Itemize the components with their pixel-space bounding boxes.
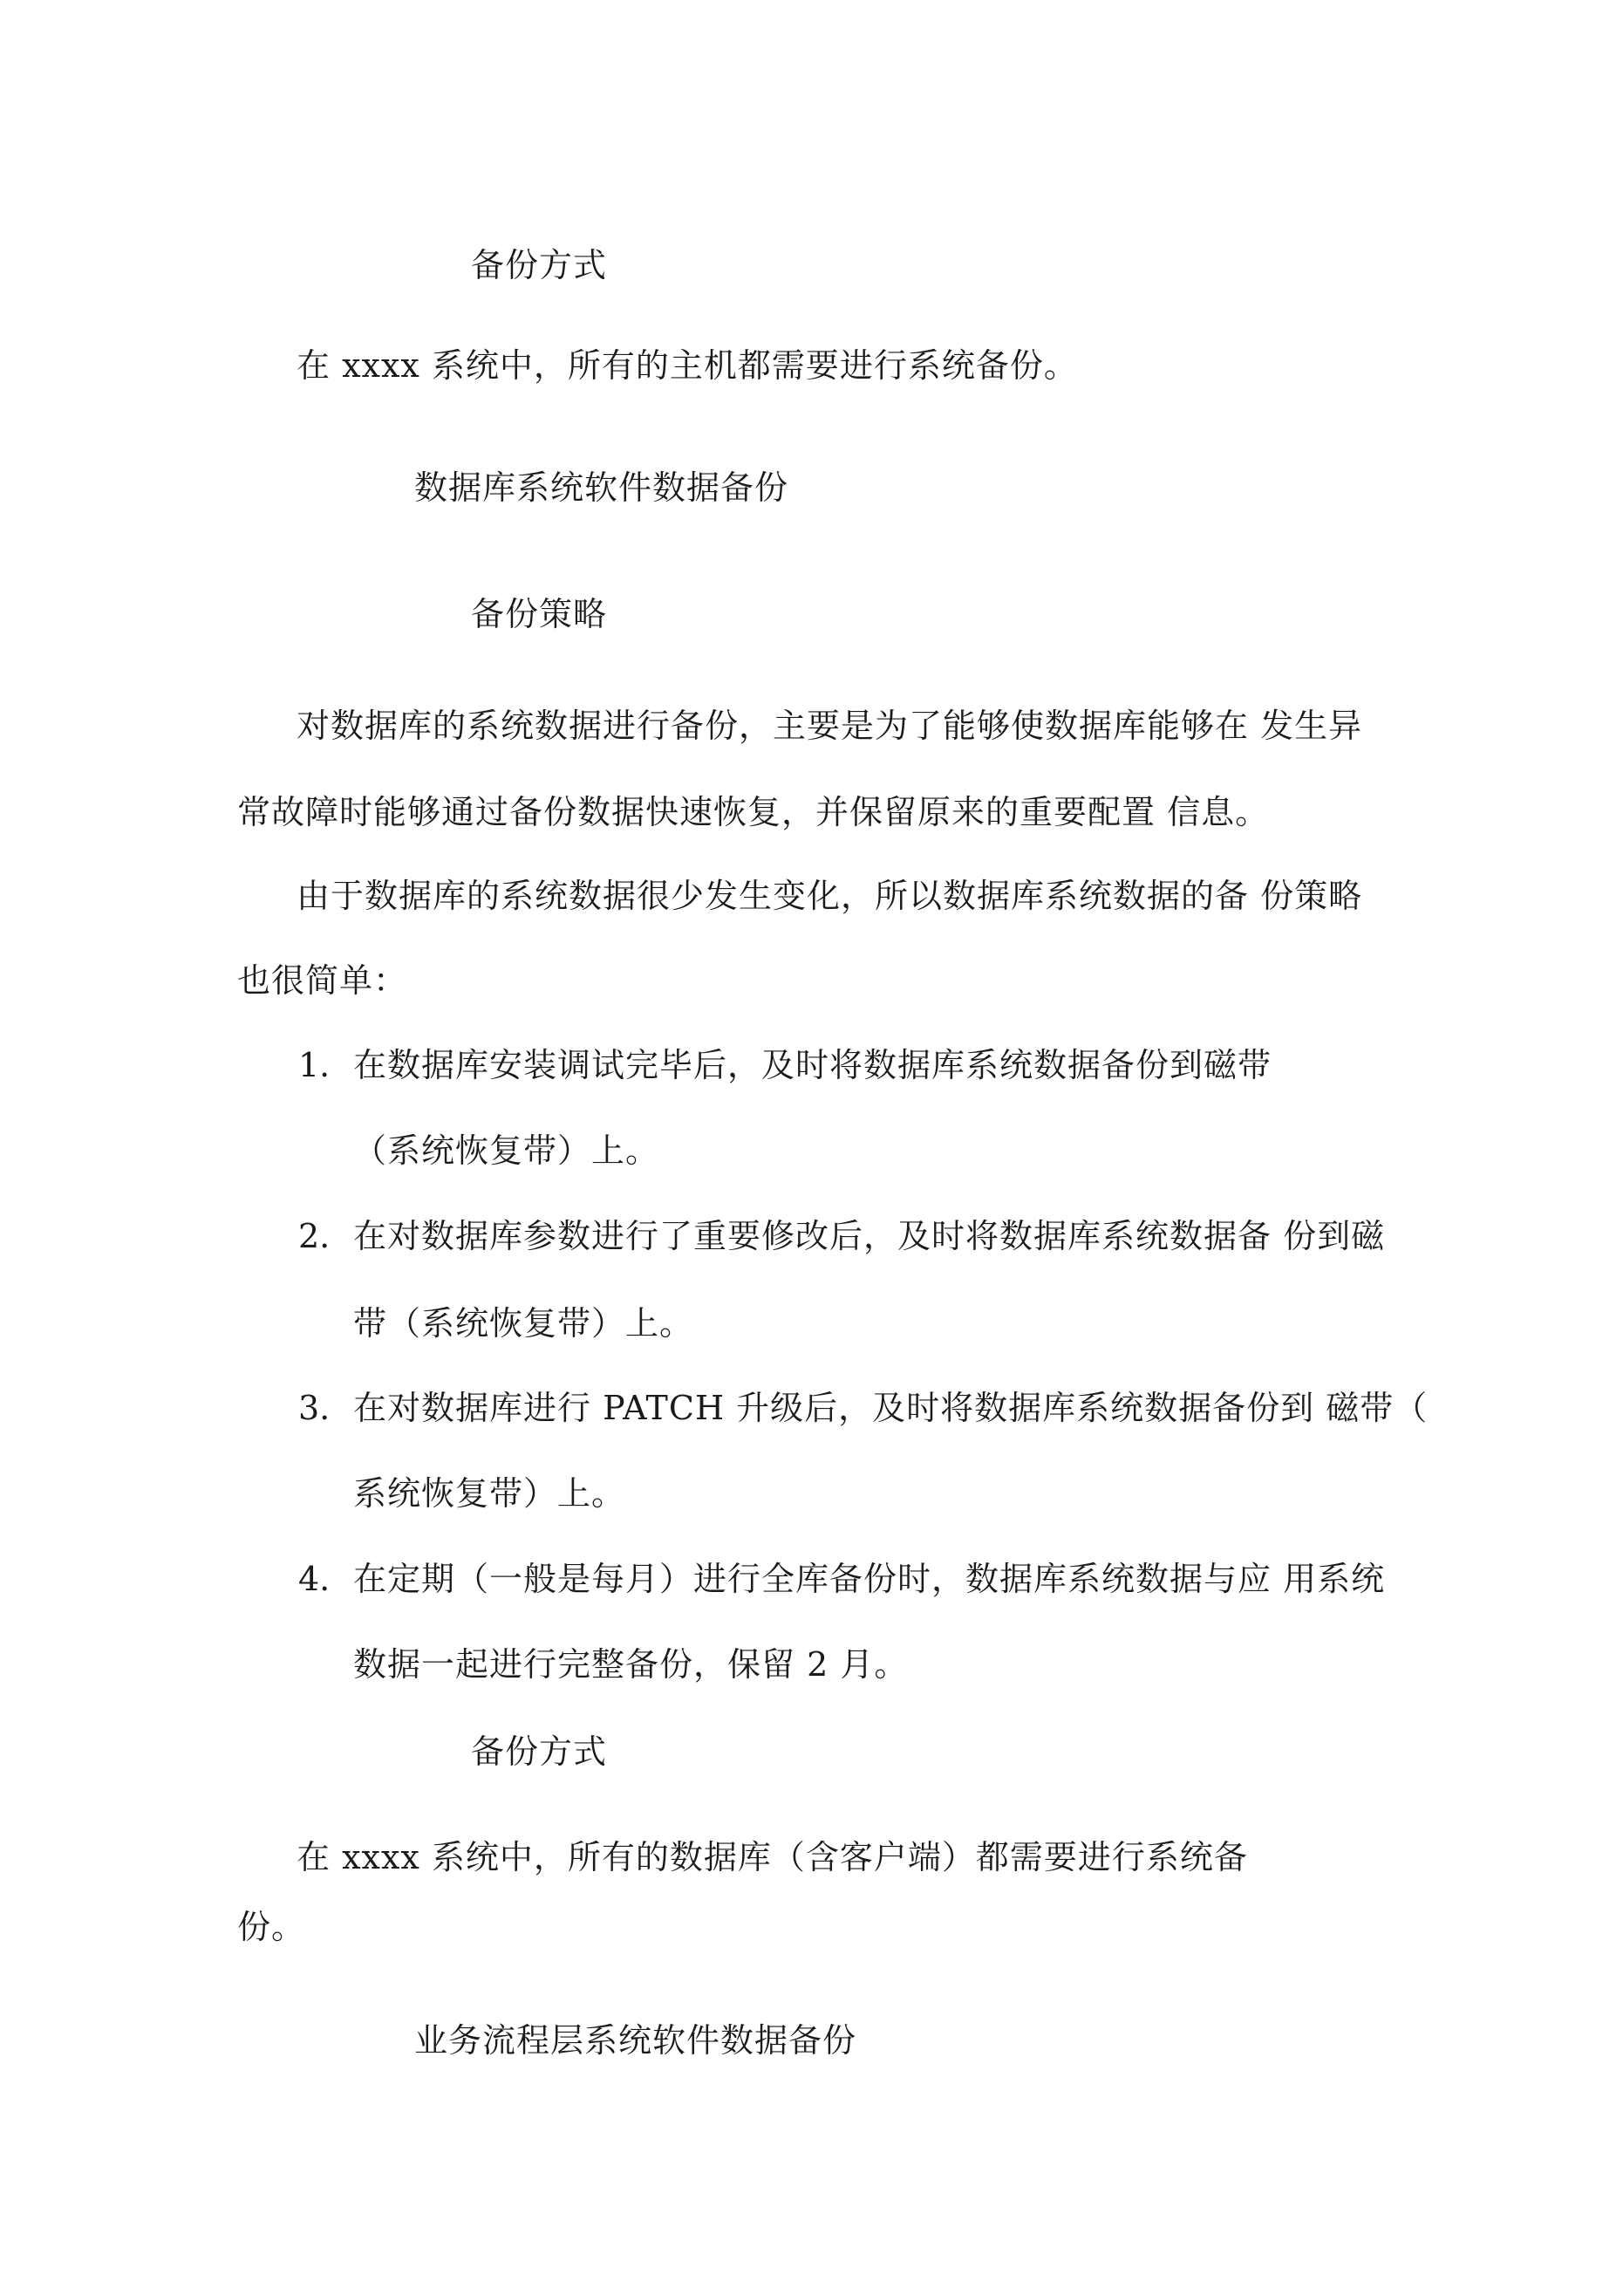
heading-backup-method: 备份方式 xyxy=(471,246,608,284)
paragraph-host-backup: 在 xxxx 系统中，所有的主机都需要进行系统备份。 xyxy=(297,346,1078,385)
list-item-1-line-2: （系统恢复带）上。 xyxy=(353,1131,660,1170)
paragraph-3-line-2: 份。 xyxy=(237,1908,306,1946)
heading-database-software-backup: 数据库系统软件数据备份 xyxy=(414,468,789,507)
list-item-2-line-2: 带（系统恢复带）上。 xyxy=(353,1304,694,1343)
list-item-4-line-2: 数据一起进行完整备份，保留 2 月。 xyxy=(353,1645,909,1684)
list-item-number: 1. xyxy=(298,1046,331,1084)
paragraph-1-line-1: 对数据库的系统数据进行备份，主要是为了能够使数据库能够在 发生异 xyxy=(297,707,1363,745)
list-item-number: 3. xyxy=(298,1389,331,1427)
paragraph-3-line-1: 在 xxxx 系统中，所有的数据库（含客户端）都需要进行系统备 xyxy=(297,1838,1248,1876)
list-item-2-line-1: 在对数据库参数进行了重要修改后，及时将数据库系统数据备 份到磁 xyxy=(353,1217,1386,1255)
list-item-4-line-1: 在定期（一般是每月）进行全库备份时，数据库系统数据与应 用系统 xyxy=(353,1560,1386,1598)
heading-backup-method-2: 备份方式 xyxy=(471,1732,608,1771)
list-item-1-line-1: 在数据库安装调试完毕后，及时将数据库系统数据备份到磁带 xyxy=(353,1046,1272,1084)
paragraph-1-line-2: 常故障时能够通过备份数据快速恢复，并保留原来的重要配置 信息。 xyxy=(237,793,1270,831)
list-item-number: 2. xyxy=(298,1217,331,1255)
list-item-3-line-1: 在对数据库进行 PATCH 升级后，及时将数据库系统数据备份到 磁带（ xyxy=(353,1389,1429,1427)
list-item-3-line-2: 系统恢复带）上。 xyxy=(353,1474,626,1513)
heading-business-process-layer-backup: 业务流程层系统软件数据备份 xyxy=(414,2021,857,2060)
list-item-number: 4. xyxy=(298,1560,331,1598)
paragraph-2-line-1: 由于数据库的系统数据很少发生变化，所以数据库系统数据的备 份策略 xyxy=(297,877,1363,915)
heading-backup-strategy: 备份策略 xyxy=(471,595,608,633)
paragraph-2-line-2: 也很简单： xyxy=(237,961,408,1000)
